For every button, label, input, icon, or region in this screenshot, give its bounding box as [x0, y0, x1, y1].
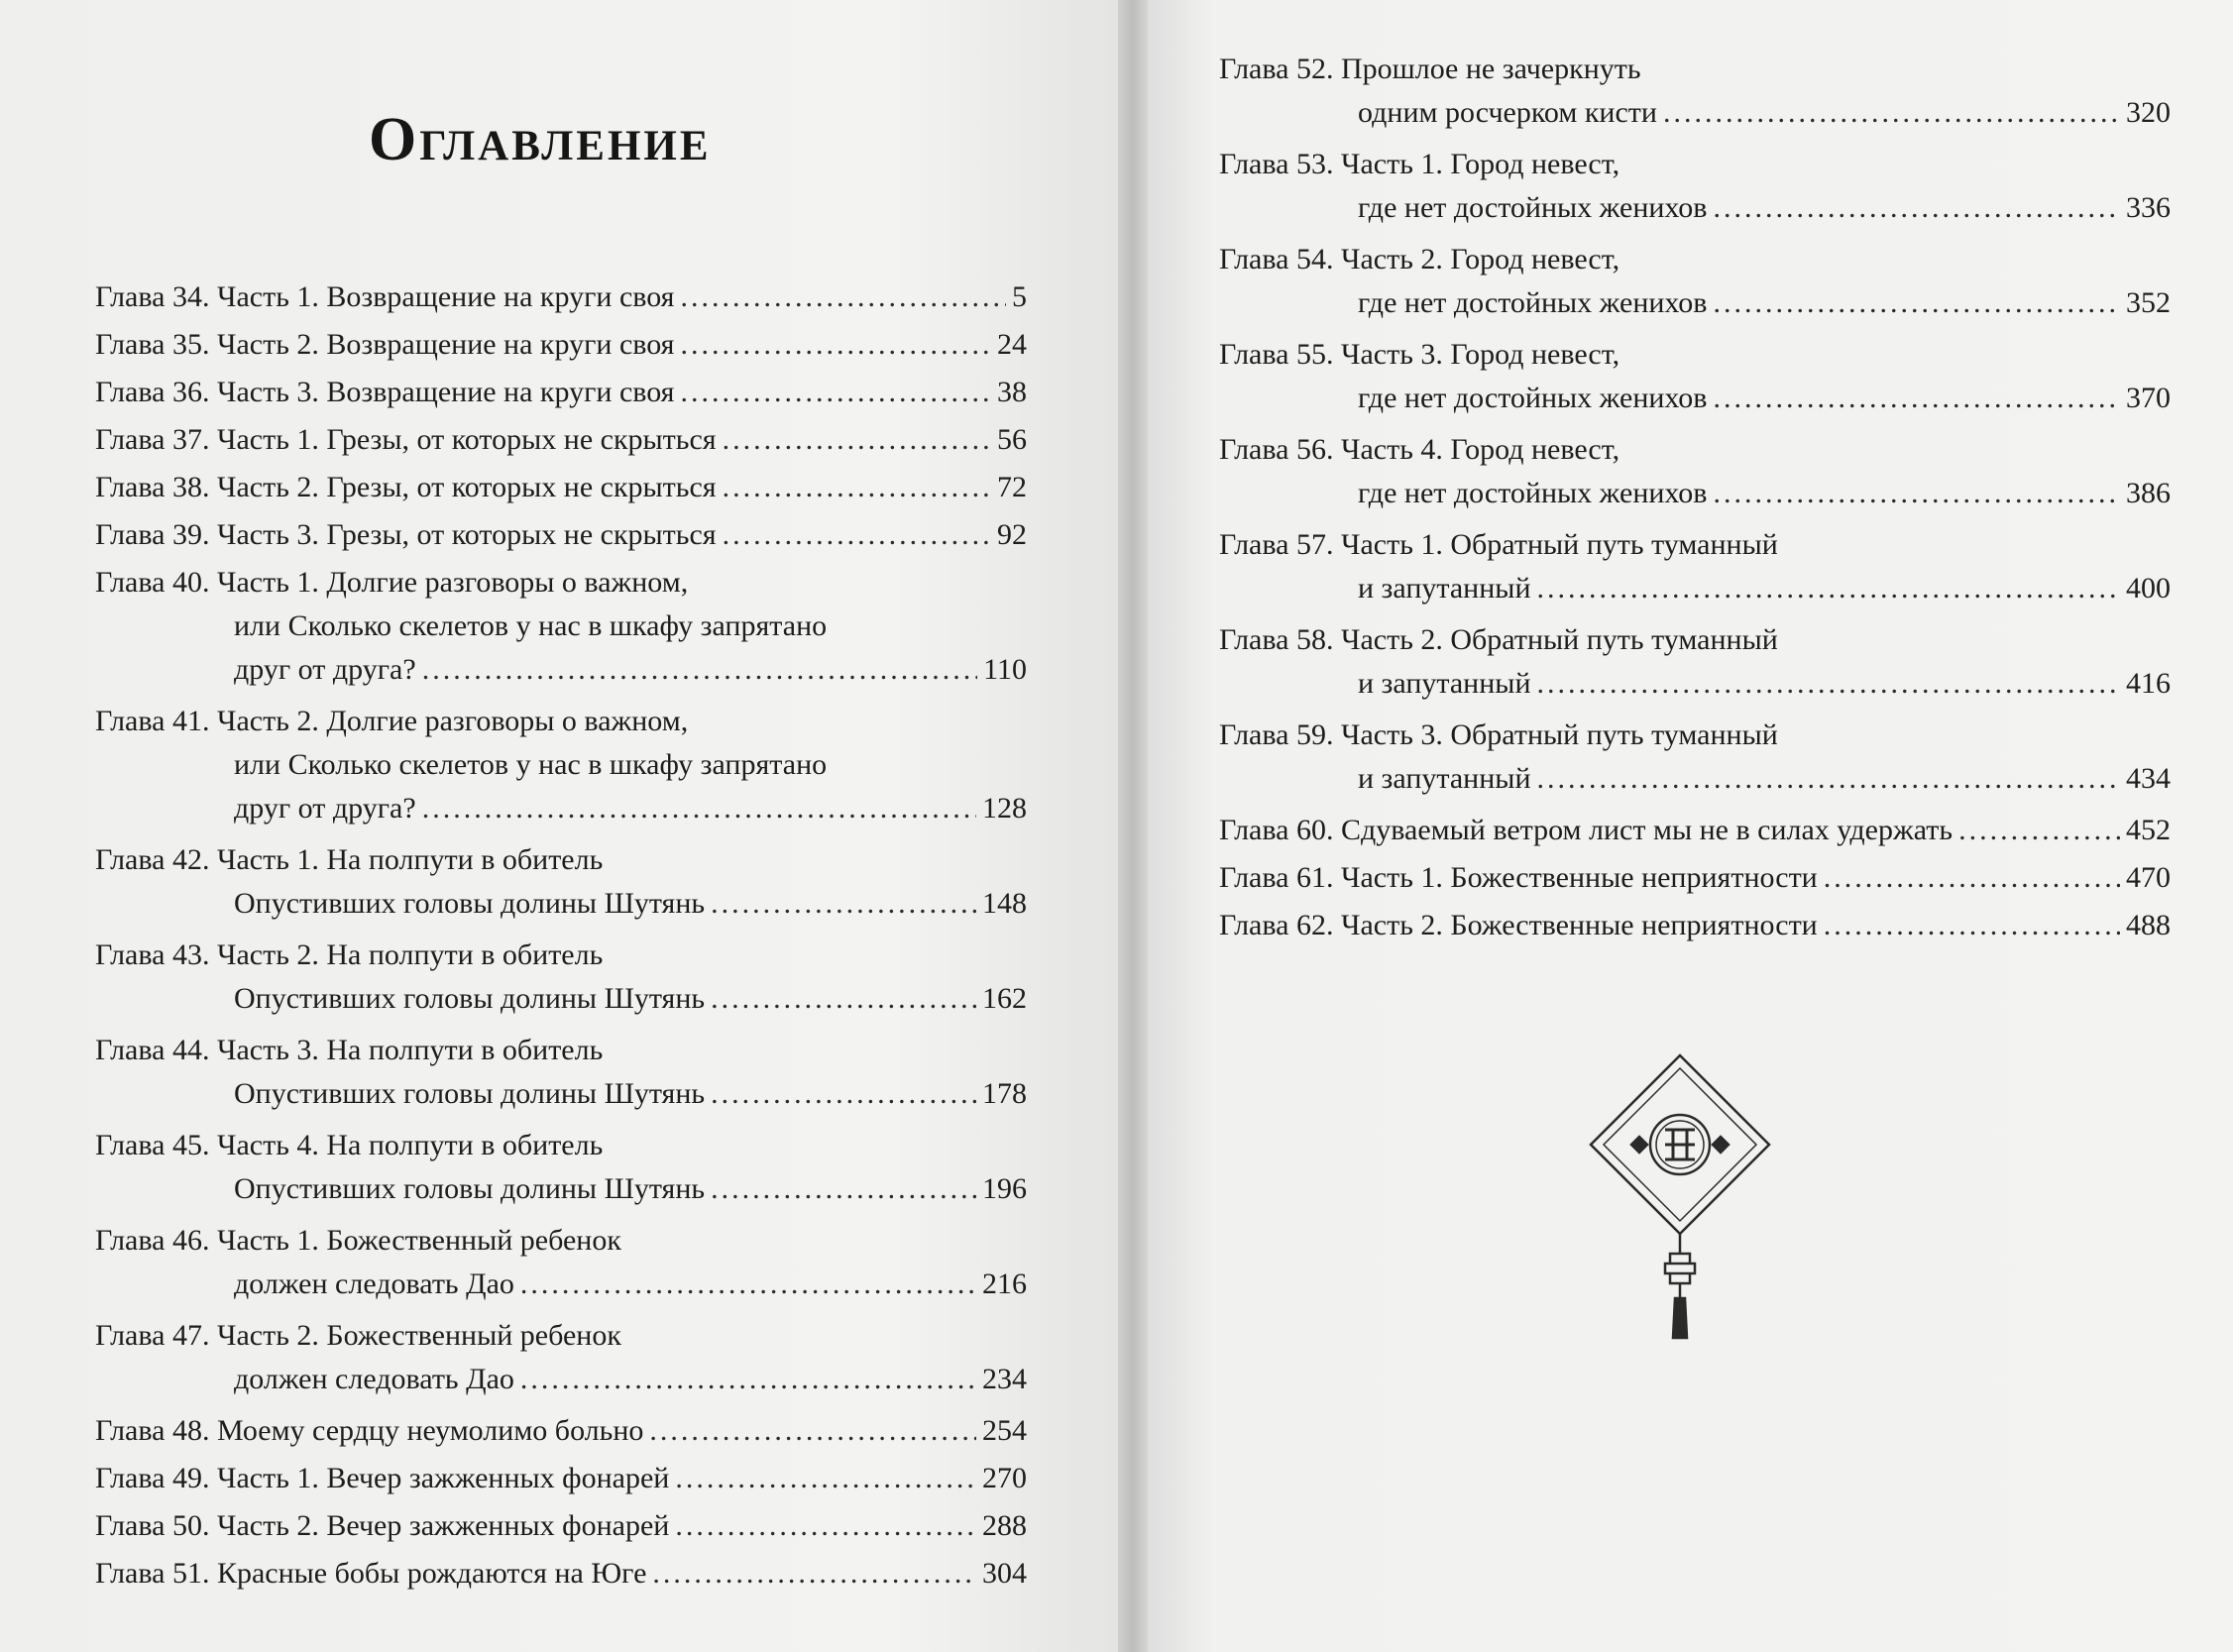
toc-entry-title: одним росчерком кисти — [1358, 96, 1657, 129]
dot-leader — [675, 1504, 976, 1548]
toc-entry-title: Глава 57. Часть 1. Обратный путь туманный — [1219, 528, 1778, 561]
toc-entry-title: где нет достойных женихов — [1358, 477, 1708, 509]
toc-entry-title: и запутанный — [1358, 667, 1531, 700]
toc-entry-title: Глава 54. Часть 2. Город невест, — [1219, 243, 1620, 275]
toc-entry-title: Глава 51. Красные бобы рождаются на Юге — [95, 1557, 647, 1590]
toc-left-column — [95, 275, 1027, 1599]
toc-entry-title: Глава 40. Часть 1. Долгие разговоры о важном, — [95, 566, 689, 599]
toc-entry — [1219, 523, 2171, 610]
toc-page-number: 128 — [982, 792, 1027, 825]
toc-entry-title: друг от друга? — [234, 653, 416, 686]
dot-leader — [680, 323, 991, 367]
dot-leader — [1663, 91, 2120, 135]
toc-entry-title: Глава 46. Часть 1. Божественный ребенок — [95, 1224, 621, 1257]
toc-page-number: 336 — [2126, 191, 2171, 224]
toc-page-number: 5 — [1012, 280, 1027, 313]
dot-leader — [680, 371, 991, 414]
toc-entry-title: Глава 47. Часть 2. Божественный ребенок — [95, 1319, 621, 1352]
toc-entry-title: Опустивших головы долины Шутянь — [234, 1077, 706, 1110]
toc-entry — [1219, 333, 2171, 420]
toc-entry-title: Опустивших головы долины Шутянь — [234, 887, 706, 920]
toc-entry — [95, 466, 1027, 509]
toc-entry — [1219, 856, 2171, 900]
toc-entry-title: Глава 55. Часть 3. Город невест, — [1219, 338, 1620, 371]
toc-page-number: 470 — [2126, 861, 2171, 894]
toc-entry-title: должен следовать Дао — [234, 1267, 514, 1300]
toc-entry-title: Глава 43. Часть 2. На полпути в обитель — [95, 938, 604, 971]
toc-entry — [95, 700, 1027, 830]
dot-leader — [711, 882, 976, 926]
toc-page-number: 488 — [2126, 909, 2171, 941]
toc-entry — [95, 1029, 1027, 1116]
toc-page-number: 178 — [982, 1077, 1027, 1110]
toc-entry — [95, 275, 1027, 319]
toc-entry — [95, 1314, 1027, 1401]
toc-entry-title: и запутанный — [1358, 762, 1531, 795]
toc-entry-title: где нет достойных женихов — [1358, 286, 1708, 319]
toc-entry-title: Глава 48. Моему сердцу неумолимо больно — [95, 1414, 644, 1447]
toc-entry-title: Глава 58. Часть 2. Обратный путь туманный — [1219, 623, 1778, 656]
dot-leader — [422, 787, 976, 830]
dot-leader — [422, 648, 977, 692]
toc-entry — [1219, 904, 2171, 947]
toc-entry-title: и запутанный — [1358, 572, 1531, 605]
toc-entry — [1219, 143, 2171, 230]
toc-page-number: 288 — [982, 1509, 1027, 1542]
toc-entry-title: Глава 36. Часть 3. Возвращение на круги своя — [95, 376, 675, 408]
toc-entry-title: друг от друга? — [234, 792, 416, 825]
toc-entry-title: Глава 56. Часть 4. Город невест, — [1219, 433, 1620, 466]
toc-entry-title: Глава 59. Часть 3. Обратный путь туманный — [1219, 718, 1778, 751]
toc-entry-title: Глава 44. Часть 3. На полпути в обитель — [95, 1034, 604, 1066]
toc-page-number: 196 — [982, 1172, 1027, 1205]
toc-page-number: 38 — [997, 376, 1027, 408]
toc-entry — [1219, 48, 2171, 135]
toc-entry-title: Глава 35. Часть 2. Возвращение на круги своя — [95, 328, 675, 361]
toc-page-number: 24 — [997, 328, 1027, 361]
toc-entry-title: Глава 45. Часть 4. На полпути в обитель — [95, 1129, 604, 1161]
toc-entry — [95, 561, 1027, 692]
toc-page-number: 162 — [982, 982, 1027, 1015]
dot-leader — [723, 418, 991, 462]
toc-entry-title: Опустивших головы долины Шутянь — [234, 1172, 706, 1205]
dot-leader — [723, 466, 991, 509]
toc-page-number: 110 — [983, 653, 1027, 686]
toc-entry — [95, 1457, 1027, 1500]
dot-leader — [1958, 809, 2120, 852]
dot-leader — [711, 977, 976, 1021]
toc-entry-title: Глава 62. Часть 2. Божественные неприятности — [1219, 909, 1818, 941]
toc-entry-title: Глава 37. Часть 1. Грезы, от которых не скрыться — [95, 423, 717, 456]
toc-page-number: 452 — [2126, 814, 2171, 846]
toc-page-number: 72 — [997, 471, 1027, 503]
toc-entry — [1219, 714, 2171, 801]
dot-leader — [1713, 472, 2120, 515]
toc-page-number: 352 — [2126, 286, 2171, 319]
toc-page-number: 400 — [2126, 572, 2171, 605]
toc-entry — [95, 1504, 1027, 1548]
dot-leader — [675, 1457, 976, 1500]
dot-leader — [520, 1358, 976, 1401]
toc-entry — [95, 1409, 1027, 1453]
dot-leader — [680, 275, 1006, 319]
toc-entry-title: где нет достойных женихов — [1358, 382, 1708, 414]
toc-entry — [95, 1552, 1027, 1596]
toc-page-number: 234 — [982, 1363, 1027, 1395]
dot-leader — [520, 1263, 976, 1306]
dot-leader — [1824, 856, 2120, 900]
page-title: Оглавление — [369, 105, 712, 173]
toc-entry — [95, 418, 1027, 462]
book-gutter — [1118, 0, 1148, 1652]
dot-leader — [649, 1409, 976, 1453]
toc-page-number: 216 — [982, 1267, 1027, 1300]
toc-page-number: 434 — [2126, 762, 2171, 795]
toc-entry-title: Глава 41. Часть 2. Долгие разговоры о важном, — [95, 705, 689, 737]
toc-page-number: 56 — [997, 423, 1027, 456]
toc-entry-title: Глава 39. Часть 3. Грезы, от которых не скрыться — [95, 518, 717, 551]
toc-page-number: 92 — [997, 518, 1027, 551]
toc-entry — [95, 513, 1027, 557]
toc-entry — [95, 1124, 1027, 1211]
toc-entry — [95, 323, 1027, 367]
dot-leader — [1713, 281, 2120, 325]
dot-leader — [1537, 662, 2121, 706]
toc-entry-title: Глава 34. Часть 1. Возвращение на круги своя — [95, 280, 675, 313]
toc-entry — [1219, 618, 2171, 706]
toc-page-number: 148 — [982, 887, 1027, 920]
toc-entry — [1219, 238, 2171, 325]
toc-entry-title: Глава 38. Часть 2. Грезы, от которых не скрыться — [95, 471, 717, 503]
toc-entry — [95, 934, 1027, 1021]
dot-leader — [1537, 567, 2121, 610]
dot-leader — [652, 1552, 976, 1596]
toc-entry-title: где нет достойных женихов — [1358, 191, 1708, 224]
toc-page-number: 416 — [2126, 667, 2171, 700]
toc-entry-title: или Сколько скелетов у нас в шкафу запрятано — [234, 609, 828, 642]
toc-page-number: 386 — [2126, 477, 2171, 509]
dot-leader — [711, 1072, 976, 1116]
dot-leader — [1537, 757, 2121, 801]
toc-page-number: 304 — [982, 1557, 1027, 1590]
toc-entry-title: Глава 50. Часть 2. Вечер зажженных фонарей — [95, 1509, 670, 1542]
toc-entry — [1219, 428, 2171, 515]
toc-entry-title: должен следовать Дао — [234, 1363, 514, 1395]
toc-page-number: 254 — [982, 1414, 1027, 1447]
toc-entry — [95, 1219, 1027, 1306]
toc-page-number: 320 — [2126, 96, 2171, 129]
toc-entry-title: Опустивших головы долины Шутянь — [234, 982, 706, 1015]
toc-entry-title: Глава 60. Сдуваемый ветром лист мы не в силах удержать — [1219, 814, 1954, 846]
toc-entry — [95, 371, 1027, 414]
toc-entry-title: Глава 49. Часть 1. Вечер зажженных фонарей — [95, 1462, 670, 1494]
dot-leader — [1713, 377, 2120, 420]
knot-ornament-icon — [1586, 1050, 1774, 1348]
toc-right-column — [1219, 48, 2171, 951]
toc-entry-title: Глава 53. Часть 1. Город невест, — [1219, 148, 1620, 180]
toc-page-number: 270 — [982, 1462, 1027, 1494]
toc-page-number: 370 — [2126, 382, 2171, 414]
toc-entry-title: Глава 42. Часть 1. На полпути в обитель — [95, 843, 604, 876]
dot-leader — [711, 1167, 976, 1211]
toc-entry — [95, 838, 1027, 926]
toc-entry-title: или Сколько скелетов у нас в шкафу запрятано — [234, 748, 828, 781]
toc-entry — [1219, 809, 2171, 852]
dot-leader — [723, 513, 991, 557]
toc-entry-title: Глава 61. Часть 1. Божественные неприятности — [1219, 861, 1818, 894]
dot-leader — [1713, 186, 2120, 230]
dot-leader — [1824, 904, 2120, 947]
toc-entry-title: Глава 52. Прошлое не зачеркнуть — [1219, 53, 1641, 85]
